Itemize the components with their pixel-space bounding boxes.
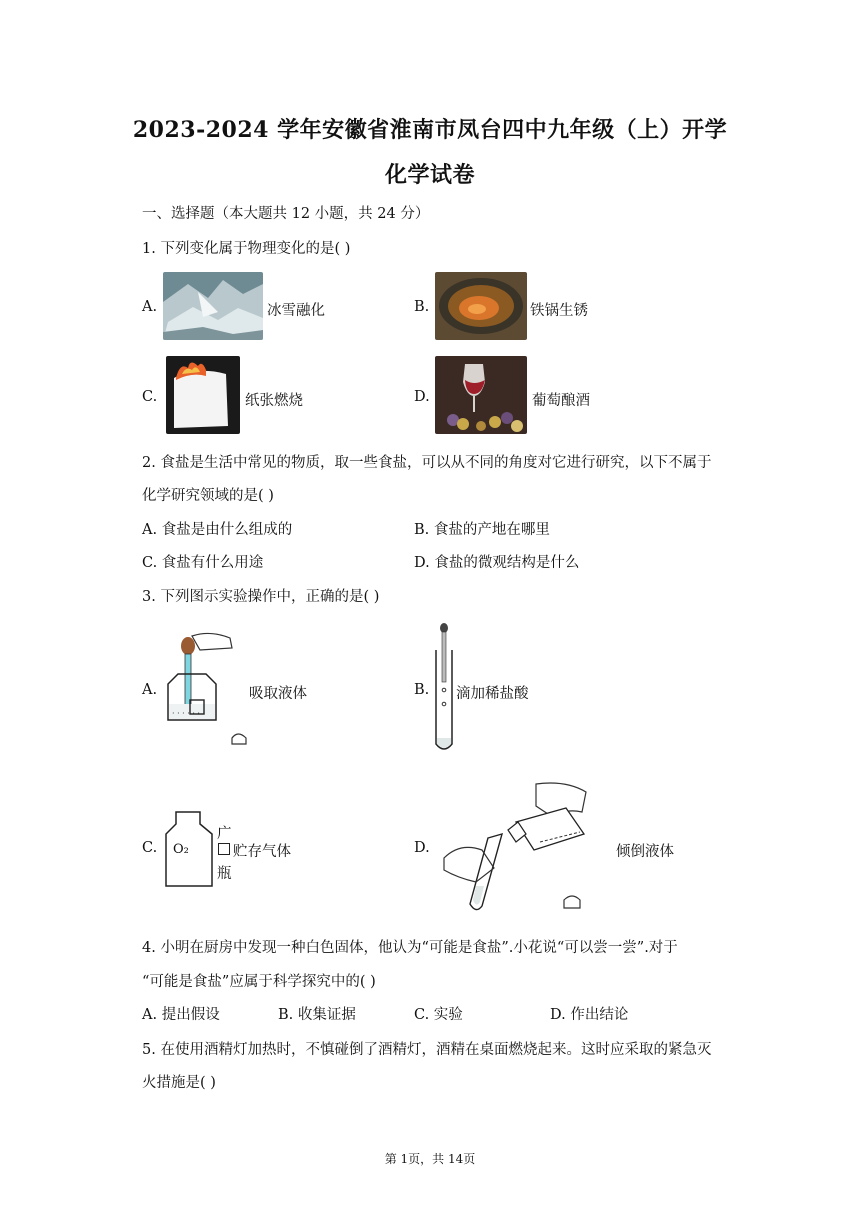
q4-stem-line2: “可能是食盐”应属于科学探究中的( ) bbox=[142, 974, 376, 990]
bottle-type-label-bottom: 瓶 bbox=[217, 866, 232, 882]
q1-option-a-text: 冰雪融化 bbox=[267, 303, 325, 319]
burning-paper-image bbox=[166, 356, 240, 434]
wine-image bbox=[435, 356, 527, 434]
page-footer: 第 1页，共 14页 bbox=[384, 1152, 476, 1166]
dropper-in-bottle-image bbox=[160, 628, 260, 750]
q4-option-a: A. 提出假设 bbox=[142, 1007, 220, 1023]
section-heading: 一、选择题（本大题共 12 小题，共 24 分） bbox=[142, 206, 430, 222]
q2-option-a: A. 食盐是由什么组成的 bbox=[142, 522, 293, 538]
bottle-type-label-top: 广 bbox=[217, 826, 232, 842]
q1-option-c-text: 纸张燃烧 bbox=[245, 393, 303, 409]
q5-stem-line2: 火措施是( ) bbox=[142, 1075, 216, 1091]
test-tube-dropper-image bbox=[432, 620, 456, 756]
q4-option-b: B. 收集证据 bbox=[278, 1007, 356, 1023]
q1-option-d-letter: D. bbox=[414, 389, 430, 405]
q2-option-c: C. 食盐有什么用途 bbox=[142, 555, 264, 571]
q1-option-b-letter: B. bbox=[414, 299, 430, 315]
page-subtitle: 化学试卷 bbox=[384, 162, 475, 188]
pouring-liquid-image bbox=[436, 778, 608, 918]
q3-stem: 3. 下列图示实验操作中，正确的是( ) bbox=[142, 589, 380, 605]
q1-option-c-letter: C. bbox=[142, 389, 158, 405]
q3-option-b-letter: B. bbox=[414, 682, 430, 698]
q3-option-a-text: 吸取液体 bbox=[249, 686, 307, 702]
q2-option-d: D. 食盐的微观结构是什么 bbox=[414, 555, 580, 571]
q3-option-a-letter: A. bbox=[142, 682, 158, 698]
q1-stem: 1. 下列变化属于物理变化的是( ) bbox=[142, 241, 351, 257]
gas-bottle-image bbox=[162, 808, 216, 888]
page-title: 2023-2024 学年安徽省淮南市凤台四中九年级（上）开学 bbox=[132, 117, 728, 143]
q4-option-d: D. 作出结论 bbox=[550, 1007, 629, 1023]
q1-option-b-text: 铁锅生锈 bbox=[530, 303, 588, 319]
q1-option-d-text: 葡萄酿酒 bbox=[532, 393, 590, 409]
q3-option-d-letter: D. bbox=[414, 840, 430, 856]
ice-snow-image bbox=[163, 272, 263, 340]
q3-option-c-text: 贮存气体 bbox=[233, 844, 291, 860]
q2-option-b: B. 食盐的产地在哪里 bbox=[414, 522, 550, 538]
label-box bbox=[218, 843, 230, 855]
q1-option-a-letter: A. bbox=[142, 299, 158, 315]
q3-option-d-text: 倾倒液体 bbox=[616, 844, 674, 860]
svg-text:· · · · · ·: · · · · · · bbox=[172, 709, 200, 718]
bottle-label: O₂ bbox=[173, 842, 189, 857]
q3-option-c-letter: C. bbox=[142, 840, 158, 856]
q2-stem-line2: 化学研究领域的是( ) bbox=[142, 488, 274, 504]
q3-option-b-text: 滴加稀盐酸 bbox=[456, 686, 529, 702]
rusty-pan-image bbox=[435, 272, 527, 340]
q4-stem-line1: 4. 小明在厨房中发现一种白色固体，他认为“可能是食盐”.小花说“可以尝一尝”.对于 bbox=[142, 940, 678, 956]
q4-option-c: C. 实验 bbox=[414, 1007, 463, 1023]
q2-stem-line1: 2. 食盐是生活中常见的物质，取一些食盐，可以从不同的角度对它进行研究，以下不属于 bbox=[142, 455, 712, 471]
q5-stem-line1: 5. 在使用酒精灯加热时，不慎碰倒了酒精灯，酒精在桌面燃烧起来。这时应采取的紧急灭 bbox=[142, 1042, 712, 1058]
